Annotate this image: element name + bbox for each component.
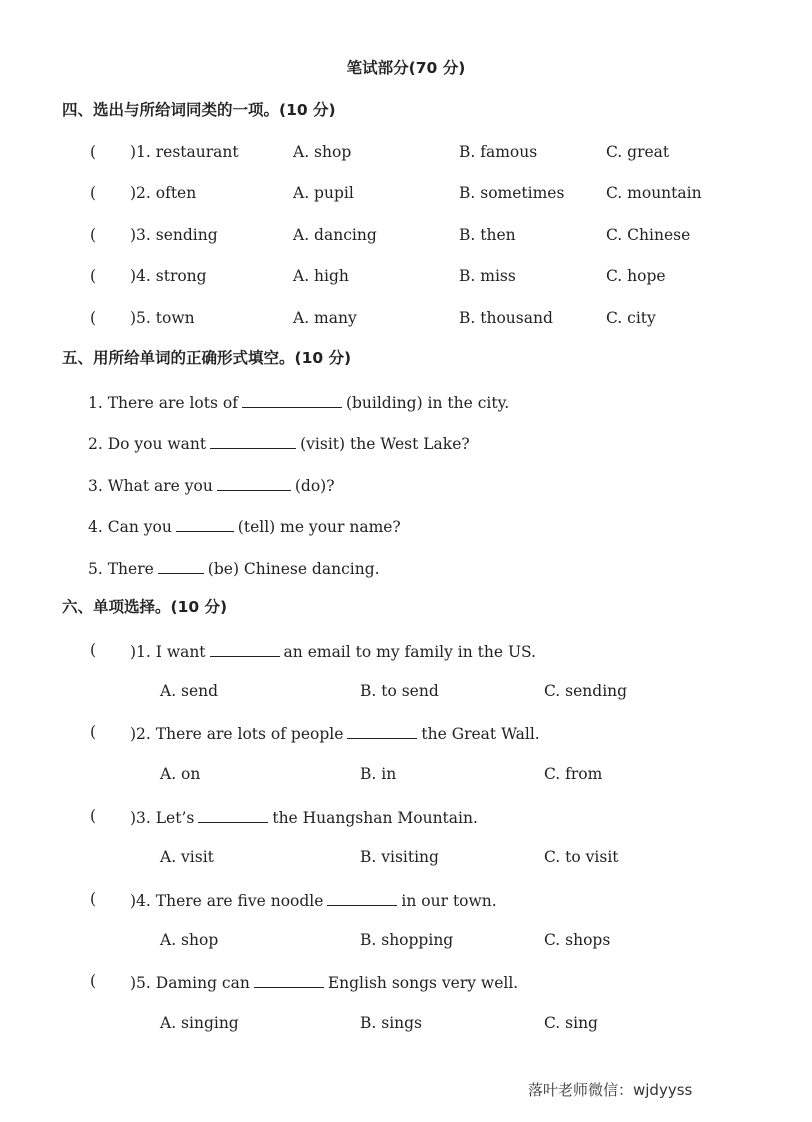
option-a: A. many — [293, 309, 357, 327]
option-b: B. sometimes — [459, 184, 565, 202]
sentence-start: )4. There are five noodle — [130, 892, 324, 910]
sentence-start: 2. Do you want — [88, 435, 207, 453]
option-c: C. shops — [544, 931, 611, 949]
answer-blank[interactable] — [347, 722, 417, 739]
footer-contact: 落叶老师微信：wjdyyss — [528, 1081, 693, 1099]
option-c: C. from — [544, 765, 603, 783]
sentence-start: )1. I want — [130, 643, 206, 661]
question-text — [130, 971, 518, 993]
option-b: B. sings — [360, 1014, 423, 1032]
answer-paren-open[interactable]: ( — [90, 226, 97, 244]
question-text — [130, 640, 536, 662]
question-word: )2. often — [130, 184, 197, 202]
option-b: B. thousand — [459, 309, 553, 327]
page-title: 笔试部分(70 分) — [346, 59, 466, 77]
sentence-end: the Great Wall. — [421, 725, 540, 743]
option-b: B. famous — [459, 143, 538, 161]
option-b: B. shopping — [360, 931, 454, 949]
option-b: B. visiting — [360, 848, 439, 866]
option-c: C. Chinese — [606, 226, 691, 244]
option-a: A. pupil — [293, 184, 354, 202]
option-b: B. then — [459, 226, 516, 244]
sentence-end: in our town. — [401, 892, 497, 910]
answer-blank[interactable] — [198, 806, 268, 823]
option-c: C. city — [606, 309, 656, 327]
answer-blank[interactable] — [217, 474, 291, 491]
option-a: A. shop — [160, 931, 219, 949]
sentence-start: 5. There — [88, 560, 154, 578]
sentence-start: )2. There are lots of people — [130, 725, 344, 743]
answer-blank[interactable] — [327, 889, 397, 906]
sentence-end: (be) Chinese dancing. — [207, 560, 380, 578]
option-b: B. miss — [459, 267, 516, 285]
option-b: B. to send — [360, 682, 439, 700]
sentence-start: 4. Can you — [88, 518, 172, 536]
answer-blank[interactable] — [242, 391, 342, 408]
section-4-heading: 四、选出与所给词同类的一项。(10 分) — [62, 101, 336, 119]
option-c: C. sending — [544, 682, 628, 700]
sentence-start: )5. Daming can — [130, 974, 250, 992]
answer-paren-open[interactable]: ( — [90, 184, 97, 202]
sentence-end: (visit) the West Lake? — [300, 435, 470, 453]
answer-blank[interactable] — [254, 971, 324, 988]
sentence-end: an email to my family in the US. — [283, 643, 537, 661]
sentence-end: (tell) me your name? — [237, 518, 401, 536]
option-a: A. high — [293, 267, 349, 285]
option-a: A. dancing — [293, 226, 377, 244]
answer-paren-open[interactable]: ( — [90, 972, 97, 990]
sentence-end: the Huangshan Mountain. — [272, 809, 478, 827]
sentence-end: (do)? — [294, 477, 335, 495]
sentence-start: 3. What are you — [88, 477, 213, 495]
section-5-heading: 五、用所给单词的正确形式填空。(10 分) — [62, 349, 352, 367]
answer-paren-open[interactable]: ( — [90, 723, 97, 741]
fill-in-item — [88, 557, 380, 579]
option-a: A. shop — [293, 143, 352, 161]
option-c: C. sing — [544, 1014, 598, 1032]
sentence-start: )3. Let’s — [130, 809, 195, 827]
sentence-end: (building) in the city. — [345, 394, 510, 412]
answer-paren-open[interactable]: ( — [90, 309, 97, 327]
fill-in-item — [88, 515, 401, 537]
question-word: )3. sending — [130, 226, 218, 244]
question-word: )4. strong — [130, 267, 207, 285]
option-c: C. mountain — [606, 184, 702, 202]
option-a: A. singing — [160, 1014, 239, 1032]
sentence-end: English songs very well. — [327, 974, 519, 992]
answer-paren-open[interactable]: ( — [90, 890, 97, 908]
question-text — [130, 722, 540, 744]
fill-in-item — [88, 474, 335, 496]
option-a: A. visit — [160, 848, 214, 866]
question-text — [130, 889, 497, 911]
answer-paren-open[interactable]: ( — [90, 143, 97, 161]
answer-blank[interactable] — [158, 557, 204, 574]
question-text — [130, 806, 478, 828]
question-word: )1. restaurant — [130, 143, 239, 161]
section-6-heading: 六、单项选择。(10 分) — [62, 598, 228, 616]
question-word: )5. town — [130, 309, 195, 327]
answer-blank[interactable] — [210, 640, 280, 657]
answer-paren-open[interactable]: ( — [90, 807, 97, 825]
answer-blank[interactable] — [210, 432, 296, 449]
answer-paren-open[interactable]: ( — [90, 267, 97, 285]
option-a: A. on — [160, 765, 201, 783]
option-c: C. great — [606, 143, 670, 161]
fill-in-item — [88, 432, 470, 454]
answer-blank[interactable] — [176, 515, 234, 532]
answer-paren-open[interactable]: ( — [90, 641, 97, 659]
fill-in-item — [88, 391, 509, 413]
option-c: C. to visit — [544, 848, 619, 866]
option-c: C. hope — [606, 267, 666, 285]
option-b: B. in — [360, 765, 397, 783]
sentence-start: 1. There are lots of — [88, 394, 238, 412]
option-a: A. send — [160, 682, 219, 700]
